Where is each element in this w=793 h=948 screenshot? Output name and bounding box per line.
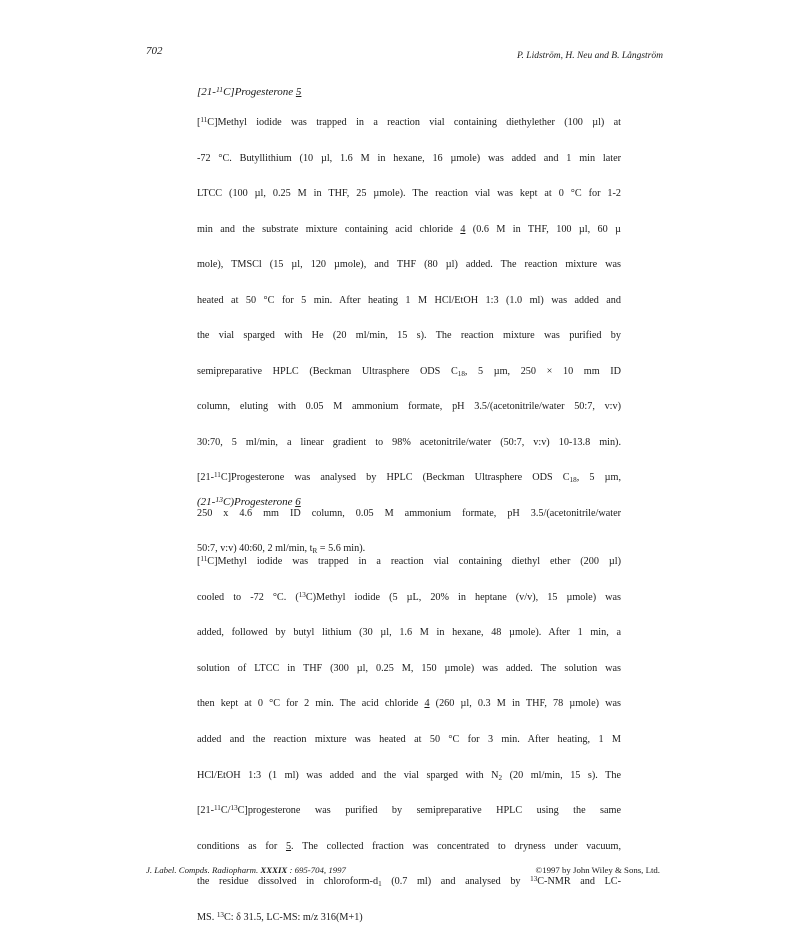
- text-span: = 5.6 min).: [317, 543, 366, 554]
- journal-pages: : 695-704, 1997: [287, 865, 346, 875]
- heading-compound-ref: 6: [295, 496, 301, 508]
- text-span: C]Methyl iodide was trapped in a reaction vial containing diethylether (100 µl) at: [207, 117, 621, 128]
- text-span: C]Methyl iodide was trapped in a reaction vial containing diethyl ether (200 µl): [207, 556, 621, 567]
- text-span: (260 µl, 0.3 M in THF, 78 µmole) was: [429, 698, 621, 710]
- section-heading-13c-progesterone: [197, 496, 301, 508]
- text-line: [197, 508, 621, 520]
- text-line: [197, 330, 621, 342]
- text-span: C]progesterone was purified by semipreparative HPLC using the same: [237, 805, 621, 817]
- text-span: (20 ml/min, 15 s). The: [502, 769, 621, 781]
- text-span: , 5 µm, 250 × 10 mm ID: [464, 365, 621, 377]
- text-line: [197, 556, 621, 568]
- superscript: 13: [530, 875, 538, 884]
- text-span: semipreparative HPLC (Beckman Ultrasphere ODS C: [197, 365, 458, 377]
- text-span: 50:7, v:v) 40:60, 2 ml/min, t: [197, 543, 313, 554]
- text-span: C-NMR and LC-: [537, 876, 621, 888]
- superscript: 11: [200, 116, 208, 124]
- subscript: 18: [457, 369, 465, 378]
- text-span: (0.6 M in THF, 100 µl, 60 µ: [465, 223, 621, 235]
- heading-text: [21-: [197, 86, 216, 98]
- heading-text: (21-: [197, 496, 216, 508]
- text-line: [197, 437, 621, 449]
- superscript: 13: [298, 590, 306, 599]
- text-span: column, eluting with 0.05 M ammonium formate, pH 3.5/(acetonitrile/water 50:7, v:v): [197, 401, 621, 412]
- text-line: [197, 401, 621, 413]
- section-heading-11c-progesterone: [197, 86, 301, 98]
- text-span: C)Methyl iodide (5 µL, 20% in heptane (v/v), 15 µmole) was: [305, 591, 621, 603]
- subscript: 2: [498, 773, 503, 782]
- text-span: then kept at 0 °C for 2 min. The acid chloride: [197, 698, 425, 710]
- heading-text: C)Progesterone: [223, 496, 296, 508]
- paragraph-11c-synthesis: [197, 117, 621, 579]
- text-span: heated at 50 °C for 5 min. After heating 1 M HCl/EtOH 1:3 (1.0 ml) was added and: [197, 294, 621, 306]
- paragraph-13c-synthesis: [197, 556, 621, 948]
- text-span: 30:70, 5 ml/min, a linear gradient to 98% acetonitrile/water (50:7, v:v) 10-13.8 min).: [197, 436, 621, 448]
- superscript: 11: [213, 471, 221, 479]
- text-span: solution of LTCC in THF (300 µl, 0.25 M, 150 µmole) was added. The solution was: [197, 662, 621, 674]
- text-line: [197, 592, 621, 604]
- text-span: mole), TMSCl (15 µl, 120 µmole), and THF (80 µl) added. The reaction mixture was: [197, 259, 621, 270]
- heading-compound-ref: 5: [295, 86, 302, 98]
- subscript: 18: [569, 476, 577, 484]
- text-line: [197, 770, 621, 782]
- superscript: 13: [230, 804, 238, 813]
- text-span: min and the substrate mixture containing acid chloride: [197, 223, 461, 235]
- text-span: MS.: [197, 911, 217, 923]
- heading-text: C]Progesterone: [223, 86, 296, 98]
- subscript: R: [312, 547, 318, 555]
- text-span: . The collected fraction was concentrated to dryness under vacuum,: [291, 840, 621, 852]
- text-line: [197, 663, 621, 675]
- text-span: [: [197, 117, 201, 128]
- text-span: cooled to -72 °C. (: [197, 591, 299, 603]
- text-span: [21-: [197, 472, 214, 483]
- page-number: 702: [146, 45, 163, 57]
- text-line: [197, 295, 621, 307]
- text-span: the residue dissolved in chloroform-d: [197, 876, 379, 888]
- superscript: 11: [213, 804, 221, 813]
- text-span: LTCC (100 µl, 0.25 M in THF, 25 µmole). The reaction vial was kept at 0 °C for 1-2: [197, 188, 621, 199]
- text-span: -72 °C. Butyllithium (10 µl, 1.6 M in hexane, 16 µmole) was added and 1 min later: [197, 152, 621, 164]
- text-line: [197, 543, 621, 555]
- subscript: 1: [378, 880, 382, 889]
- text-span: the vial sparged with He (20 ml/min, 15 s). The reaction mixture was purified by: [197, 330, 621, 341]
- text-line: [197, 841, 621, 853]
- text-line: [197, 188, 621, 200]
- text-line: [197, 876, 621, 888]
- text-line: [197, 734, 621, 746]
- text-span: added and the reaction mixture was heated at 50 °C for 3 min. After heating, 1 M: [197, 733, 621, 745]
- heading-superscript: 11: [215, 85, 224, 94]
- journal-volume: XXXIX: [260, 865, 288, 875]
- text-line: [197, 472, 621, 484]
- superscript: 11: [200, 555, 208, 563]
- text-span: C: δ 31.5, LC-MS: m/z 316(M+1): [223, 911, 363, 923]
- text-line: [197, 224, 621, 236]
- text-span: [: [197, 556, 201, 567]
- compound-ref: 4: [460, 223, 466, 235]
- footer-copyright: ©1997 by John Wiley & Sons, Ltd.: [535, 865, 660, 875]
- text-span: conditions as for: [197, 840, 286, 852]
- text-span: C]Progesterone was analysed by HPLC (Beckman Ultrasphere ODS C: [220, 472, 570, 483]
- heading-superscript: 13: [215, 495, 224, 504]
- running-header-authors: P. Lidström, H. Neu and B. Långström: [516, 51, 663, 61]
- text-line: [197, 153, 621, 165]
- text-line: [197, 366, 621, 378]
- text-span: [21-: [197, 805, 214, 817]
- text-line: [197, 912, 621, 924]
- text-span: 250 x 4.6 mm ID column, 0.05 M ammonium formate, pH 3.5/(acetonitrile/water: [197, 507, 621, 519]
- compound-ref: 5: [285, 840, 292, 852]
- superscript: 13: [216, 910, 224, 919]
- text-span: HCl/EtOH 1:3 (1 ml) was added and the vial sparged with N: [197, 769, 499, 781]
- text-span: (0.7 ml) and analysed by: [381, 876, 531, 888]
- compound-ref: 4: [424, 698, 430, 710]
- text-line: [197, 805, 621, 817]
- footer-journal-citation: [146, 865, 346, 875]
- text-line: [197, 698, 621, 710]
- text-line: [197, 117, 621, 129]
- journal-name: J. Label. Compds. Radiopharm.: [146, 865, 261, 875]
- text-span: added, followed by butyl lithium (30 µl, 1.6 M in hexane, 48 µmole). After 1 min, a: [197, 627, 621, 639]
- text-line: [197, 259, 621, 271]
- text-span: , 5 µm,: [576, 472, 621, 483]
- text-line: [197, 627, 621, 639]
- text-span: C/: [220, 805, 231, 817]
